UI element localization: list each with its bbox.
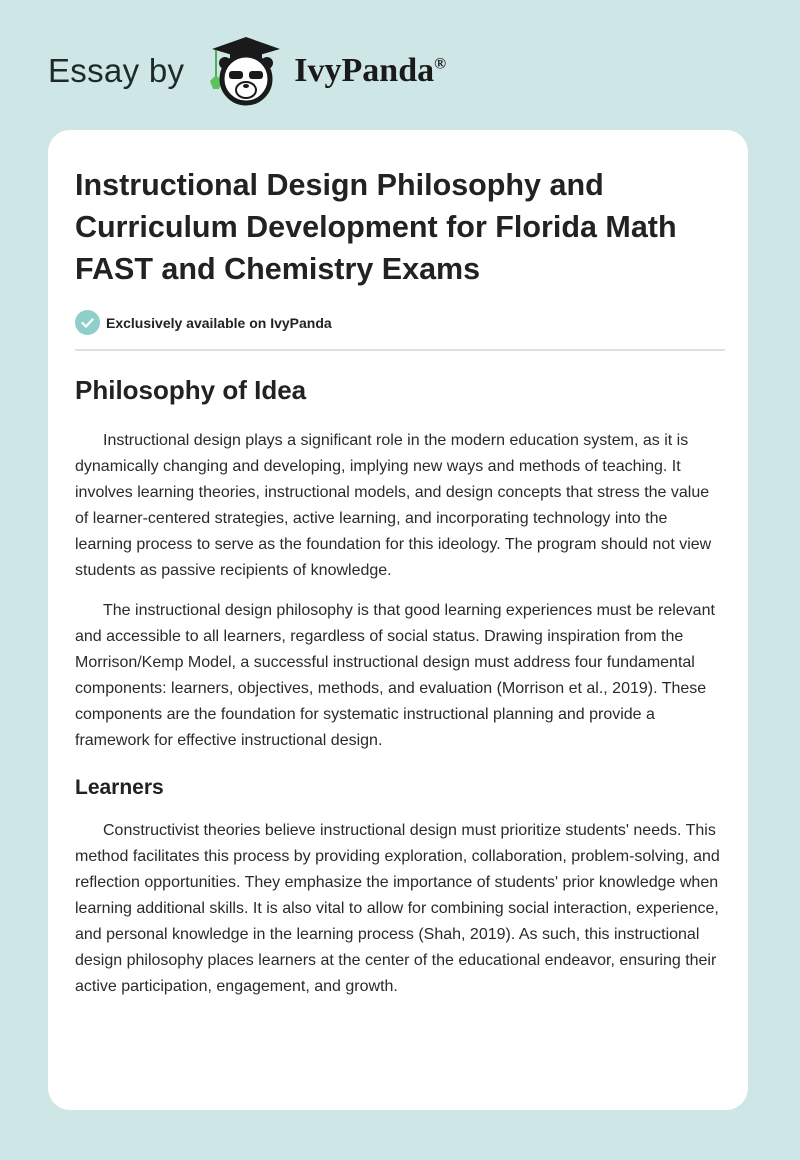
- registered-mark: ®: [434, 55, 447, 73]
- site-header: [48, 36, 446, 106]
- exclusive-badge: [75, 310, 725, 335]
- paragraph: Instructional design plays a significant role in the modern education system, as it is dynamically changing and developing, implying new ways and methods of teaching. It involves learning theories, instructional models, and design concepts that stress the value of learner-centered strategies, active learning, and incorporating technology into the learning process to serve as the foundation for this ideology. The program should not view students as passive recipients of knowledge.: [75, 432, 712, 579]
- exclusive-text: Exclusively available on IvyPanda: [106, 314, 332, 331]
- paragraph: The instructional design philosophy is that good learning experiences must be relevant and accessible to all learners, regardless of social status. Drawing inspiration from the Morrison/Kemp Model, a successful instructional design must address four fundamental components: learners, objectives, methods, and evaluation (Morrison et al., 2019). These components are the foundation for systematic instructional planning and provide a framework for effective instructional design.: [75, 602, 715, 749]
- essay-card: [48, 130, 748, 1110]
- check-icon: [75, 310, 100, 335]
- brand-name[interactable]: [294, 52, 446, 90]
- essay-by-label: Essay by: [48, 52, 185, 89]
- paragraph: Constructivist theories believe instructional design must prioritize students' needs. This method facilitates this process by providing exploration, collaboration, problem-solving, and reflection opportunities. They emphasize the importance of students' prior knowledge when learning additional skills. It is also vital to allow for combining social interaction, experience, and personal knowledge in the learning process (Shah, 2019). As such, this instructional design philosophy places learners at the center of the educational endeavor, ensuring their active participation, engagement, and growth.: [75, 822, 720, 995]
- brand-text: IvyPanda: [294, 52, 435, 89]
- section-heading: Learners: [75, 776, 164, 799]
- panda-logo-icon[interactable]: [202, 35, 290, 107]
- section-heading: Philosophy of Idea: [75, 375, 307, 405]
- essay-title: Instructional Design Philosophy and Curriculum Development for Florida Math FAST and Chemistry Exams: [75, 168, 677, 286]
- divider: [75, 349, 725, 351]
